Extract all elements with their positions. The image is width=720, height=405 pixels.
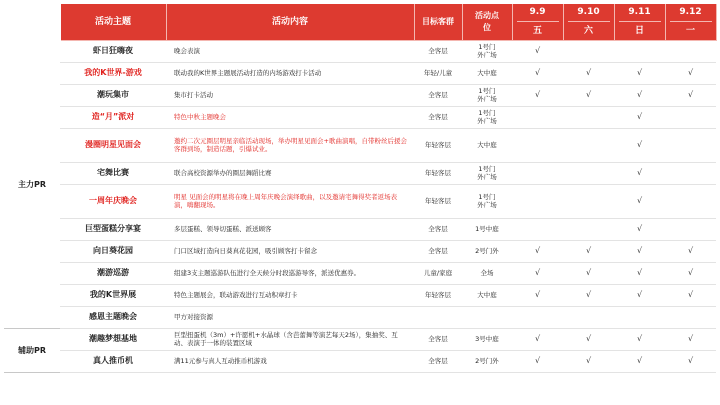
activity-content: 明星 见面会的明星将在晚上周年庆晚会演绎歌曲，以及邀请宅舞得奖者返场表演，嗨翻现场。 [166,184,414,218]
activity-name: 我的K世界展 [60,284,166,306]
table-row [4,40,716,62]
date-check-mark: √ [512,284,563,306]
activity-location: 1号门 外广场 [462,184,512,218]
target-audience: 全客层 [414,40,462,62]
weekday-label: 六 [583,26,593,37]
date-check-mark [563,40,614,62]
activity-location: 1号门 外广场 [462,84,512,106]
activity-name: 向日葵花园 [60,240,166,262]
activity-name: 一周年庆晚会 [60,184,166,218]
activity-name: 漫圈明星见面会 [60,128,166,162]
activity-content: 邀约二次元圈层明星亲临活动现场，举办明星见面会+歌曲演唱，自带粉丝后援会客群到场，制造话题，引爆试业。 [166,128,414,162]
table-row [4,328,716,350]
schedule-body [4,40,716,372]
header-divider [670,21,712,22]
date-check-mark [665,218,716,240]
group-label: 辅助PR [4,328,60,372]
header-theme: 活动主题 [60,4,166,40]
date-check-mark: √ [512,262,563,284]
header-row [4,4,716,40]
activity-location: 大中庭 [462,284,512,306]
date-check-mark [665,40,716,62]
activity-content: 特色中秋主题晚会 [166,106,414,128]
table-row [4,262,716,284]
date-check-mark [563,306,614,328]
date-check-mark: √ [614,184,665,218]
date-check-mark: √ [665,328,716,350]
date-check-mark: √ [665,240,716,262]
date-check-mark: √ [614,328,665,350]
date-check-mark: √ [614,62,665,84]
activity-content: 门口区域打造向日葵真花花园，吸引顾客打卡留念 [166,240,414,262]
date-check-mark: √ [512,350,563,372]
date-check-mark: √ [614,350,665,372]
date-check-mark [512,306,563,328]
header-blank [4,4,60,40]
activity-content: 集市打卡活动 [166,84,414,106]
activity-location [462,306,512,328]
date-check-mark [563,184,614,218]
activity-location: 2号门外 [462,240,512,262]
activity-name: 真人推币机 [60,350,166,372]
target-audience: 全客层 [414,218,462,240]
date-check-mark [665,106,716,128]
date-check-mark: √ [563,262,614,284]
date-check-mark [563,218,614,240]
activity-name: 感恩主题晚会 [60,306,166,328]
table-row [4,218,716,240]
header-date-2 [614,4,665,40]
date-check-mark [563,106,614,128]
table-row [4,62,716,84]
date-check-mark [512,106,563,128]
target-audience: 儿童/家庭 [414,262,462,284]
weekday-label: 日 [634,26,644,37]
header-location: 活动点位 [462,4,512,40]
date-check-mark: √ [563,240,614,262]
table-row [4,184,716,218]
activity-location: 全场 [462,262,512,284]
date-check-mark: √ [614,84,665,106]
date-check-mark: √ [614,240,665,262]
table-row [4,162,716,184]
date-check-mark: √ [614,284,665,306]
table-row [4,284,716,306]
table-row [4,350,716,372]
table-row [4,240,716,262]
header-divider [568,21,610,22]
target-audience: 全客层 [414,350,462,372]
header-content: 活动内容 [166,4,414,40]
activity-name: 我的K世界-游戏 [60,62,166,84]
date-check-mark: √ [614,162,665,184]
target-audience: 全客层 [414,328,462,350]
activity-content: 晚会表演 [166,40,414,62]
target-audience [414,306,462,328]
activity-content: 多层蛋糕、领导切蛋糕、派送顾客 [166,218,414,240]
target-audience: 全客层 [414,106,462,128]
date-check-mark: √ [614,106,665,128]
date-check-mark: √ [665,284,716,306]
date-label: 9.12 [679,7,702,18]
date-check-mark: √ [614,218,665,240]
date-check-mark: √ [512,84,563,106]
weekday-label: 五 [532,26,542,37]
date-check-mark: √ [512,240,563,262]
date-check-mark [563,162,614,184]
header-divider [619,21,661,22]
activity-name: 潮游巡游 [60,262,166,284]
date-check-mark [512,128,563,162]
header-date-1 [563,4,614,40]
date-check-mark: √ [614,262,665,284]
table-row [4,306,716,328]
date-check-mark: √ [563,284,614,306]
date-check-mark: √ [665,84,716,106]
target-audience: 年轻客层 [414,128,462,162]
table-row [4,106,716,128]
activity-content: 联合高校资源举办的圈层舞蹈比赛 [166,162,414,184]
target-audience: 全客层 [414,84,462,106]
header-date-3 [665,4,716,40]
date-check-mark: √ [563,84,614,106]
activity-name: 潮趣梦想基地 [60,328,166,350]
activity-location: 3号中庭 [462,328,512,350]
date-label: 9.10 [577,7,600,18]
date-check-mark: √ [563,350,614,372]
date-check-mark [614,40,665,62]
schedule-table [4,4,717,373]
target-audience: 全客层 [414,240,462,262]
weekday-label: 一 [685,26,695,37]
date-check-mark [665,184,716,218]
date-check-mark: √ [512,40,563,62]
date-check-mark: √ [665,62,716,84]
target-audience: 年轻/儿童 [414,62,462,84]
date-check-mark [512,218,563,240]
activity-content: 巨型扭蛋机（3m）+许愿机+水晶球（含芭蕾舞等演艺每天2场），集抽奖、互动、表演于一体的装置区域 [166,328,414,350]
table-row [4,84,716,106]
date-check-mark [563,128,614,162]
date-check-mark [665,306,716,328]
date-check-mark [512,184,563,218]
date-label: 9.9 [529,7,546,18]
activity-name: 造“月”派对 [60,106,166,128]
activity-location: 1号门 外广场 [462,40,512,62]
date-check-mark: √ [563,328,614,350]
date-check-mark: √ [665,350,716,372]
activity-name: 巨型蛋糕分享宴 [60,218,166,240]
activity-location: 大中庭 [462,62,512,84]
date-check-mark: √ [614,128,665,162]
group-label: 主力PR [4,40,60,328]
activity-location: 大中庭 [462,128,512,162]
date-check-mark: √ [563,62,614,84]
activity-content: 特色主题展会，联动游戏进行互动积章打卡 [166,284,414,306]
table-row [4,128,716,162]
target-audience: 年轻客层 [414,184,462,218]
activity-content: 组建3支主题巡游队伍进行全天候分时段巡游导客，派送优惠券。 [166,262,414,284]
target-audience: 年轻客层 [414,162,462,184]
activity-location: 1号门 外广场 [462,162,512,184]
activity-content: 联动我的K世界主题展活动打造的内场游戏打卡活动 [166,62,414,84]
date-check-mark: √ [512,328,563,350]
date-check-mark [665,162,716,184]
activity-location: 2号门外 [462,350,512,372]
activity-content: 甲方对接资源 [166,306,414,328]
date-check-mark [665,128,716,162]
activity-schedule [4,4,716,403]
activity-name: 潮玩集市 [60,84,166,106]
date-check-mark [512,162,563,184]
activity-name: 虾日狂嗨夜 [60,40,166,62]
date-check-mark: √ [665,262,716,284]
date-check-mark: √ [512,62,563,84]
header-audience: 目标客群 [414,4,462,40]
date-check-mark [614,306,665,328]
activity-name: 宅舞比赛 [60,162,166,184]
target-audience: 年轻客层 [414,284,462,306]
activity-location: 1号中庭 [462,218,512,240]
date-label: 9.11 [628,7,651,18]
header-date-0 [512,4,563,40]
activity-location: 1号门 外广场 [462,106,512,128]
activity-content: 满11元参与真人互动推币机游戏 [166,350,414,372]
header-divider [517,21,559,22]
